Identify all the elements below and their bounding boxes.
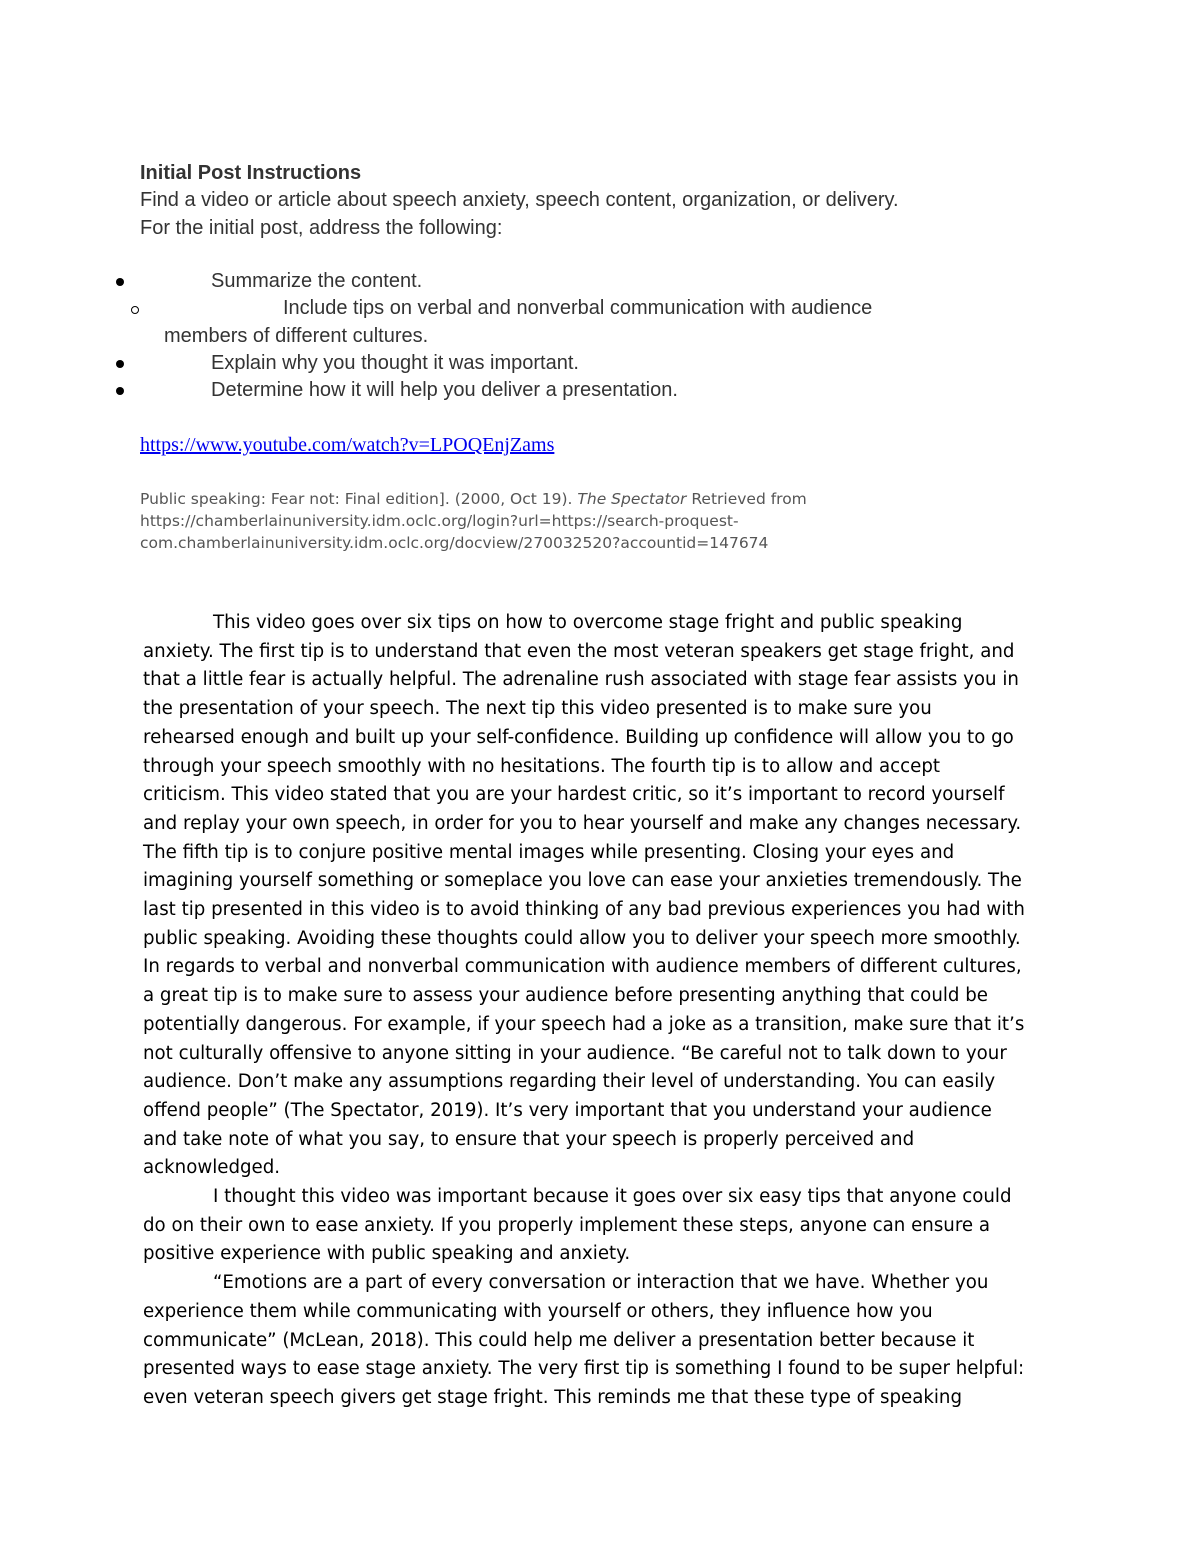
- essay-line: the presentation of your speech. The next tip this video presented is to make sure you: [143, 698, 932, 720]
- essay-line: audience. Don’t make any assumptions regarding their level of understanding. You can easily: [143, 1071, 996, 1093]
- bullet-dot-3: [116, 387, 124, 395]
- essay-line: The fifth tip is to conjure positive mental images while presenting. Closing your eyes and: [143, 841, 955, 863]
- essay-line: and take note of what you say, to ensure that your speech is properly perceived and: [143, 1128, 915, 1150]
- essay-line: acknowledged.: [143, 1157, 281, 1179]
- essay-line: last tip presented in this video is to avoid thinking of any bad previous experiences you had with: [143, 899, 1025, 921]
- essay-line: experience them while communicating with yourself or others, they influence how you: [143, 1300, 933, 1322]
- bullet-dot-2: [116, 360, 124, 368]
- essay-line: a great tip is to make sure to assess your audience before presenting anything that could be: [143, 985, 988, 1007]
- essay-line: even veteran speech givers get stage fright. This reminds me that these type of speaking: [143, 1386, 963, 1408]
- essay-line: that a little fear is actually helpful. The adrenaline rush associated with stage fear assists you in: [143, 669, 1019, 691]
- sub-bullet-tips-line-2: members of different cultures.: [164, 325, 429, 347]
- bullet-dot-1: [116, 278, 124, 286]
- essay-body: [143, 609, 1068, 1413]
- citation-journal: The Spectator: [577, 490, 687, 508]
- essay-line: through your speech smoothly with no hesitations. The fourth tip is to allow and accept: [143, 755, 941, 777]
- citation-line-2: https://chamberlainuniversity.idm.oclc.org/login?url=https://search-proquest-: [140, 512, 739, 530]
- sub-bullet-circle: [131, 306, 139, 314]
- essay-line: positive experience with public speaking and anxiety.: [143, 1243, 631, 1265]
- citation-line-1: [140, 488, 807, 510]
- instructions-header: [140, 160, 899, 242]
- essay-line: not culturally offensive to anyone sitting in your audience. “Be careful not to talk down to your: [143, 1042, 1007, 1064]
- sub-bullet-tips-line-1: Include tips on verbal and nonverbal communication with audience: [283, 297, 873, 319]
- bullet-explain: Explain why you thought it was important.: [211, 352, 579, 374]
- bullet-determine: Determine how it will help you deliver a presentation.: [211, 379, 678, 401]
- essay-line: anxiety. The first tip is to understand that even the most veteran speakers get stage fright, and: [143, 640, 1015, 662]
- essay-line: do on their own to ease anxiety. If you properly implement these steps, anyone can ensure a: [143, 1214, 991, 1236]
- essay-line: and replay your own speech, in order for you to hear yourself and make any changes necessary.: [143, 812, 1022, 834]
- youtube-link[interactable]: https://www.youtube.com/watch?v=LPOQEnjZams: [140, 434, 555, 456]
- essay-line: presented ways to ease stage anxiety. The very first tip is something I found to be super helpful:: [143, 1358, 1025, 1380]
- citation: [140, 488, 807, 554]
- essay-line: public speaking. Avoiding these thoughts could allow you to deliver your speech more smoothly.: [143, 927, 1021, 949]
- essay-line: rehearsed enough and built up your self-confidence. Building up confidence will allow you to go: [143, 726, 1014, 748]
- instructions-line-2: For the initial post, address the following:: [140, 217, 503, 239]
- essay-line: This video goes over six tips on how to overcome stage fright and public speaking: [213, 612, 963, 633]
- citation-line-3: com.chamberlainuniversity.idm.oclc.org/docview/270032520?accountid=147674: [140, 534, 769, 552]
- essay-line: communicate” (McLean, 2018). This could help me deliver a presentation better because it: [143, 1329, 975, 1351]
- citation-text-end: Retrieved from: [686, 490, 807, 508]
- instructions-line-1: Find a video or article about speech anxiety, speech content, organization, or delivery.: [140, 189, 899, 211]
- instructions-title: Initial Post Instructions: [140, 162, 362, 184]
- essay-line: criticism. This video stated that you are your hardest critic, so it’s important to record yourself: [143, 784, 1005, 806]
- bullet-summarize: Summarize the content.: [211, 270, 423, 292]
- essay-line: imagining yourself something or someplace you love can ease your anxieties tremendously. The: [143, 870, 1022, 892]
- essay-line: offend people” (The Spectator, 2019). It’s very important that you understand your audience: [143, 1099, 992, 1121]
- essay-line: potentially dangerous. For example, if your speech had a joke as a transition, make sure that it’s: [143, 1013, 1025, 1035]
- essay-line: “Emotions are a part of every conversation or interaction that we have. Whether you: [213, 1272, 989, 1294]
- essay-line: I thought this video was important because it goes over six easy tips that anyone could: [213, 1186, 1012, 1208]
- citation-text-start: Public speaking: Fear not: Final edition]. (2000, Oct 19).: [140, 490, 578, 508]
- essay-line: In regards to verbal and nonverbal communication with audience members of different cultures,: [143, 956, 1022, 978]
